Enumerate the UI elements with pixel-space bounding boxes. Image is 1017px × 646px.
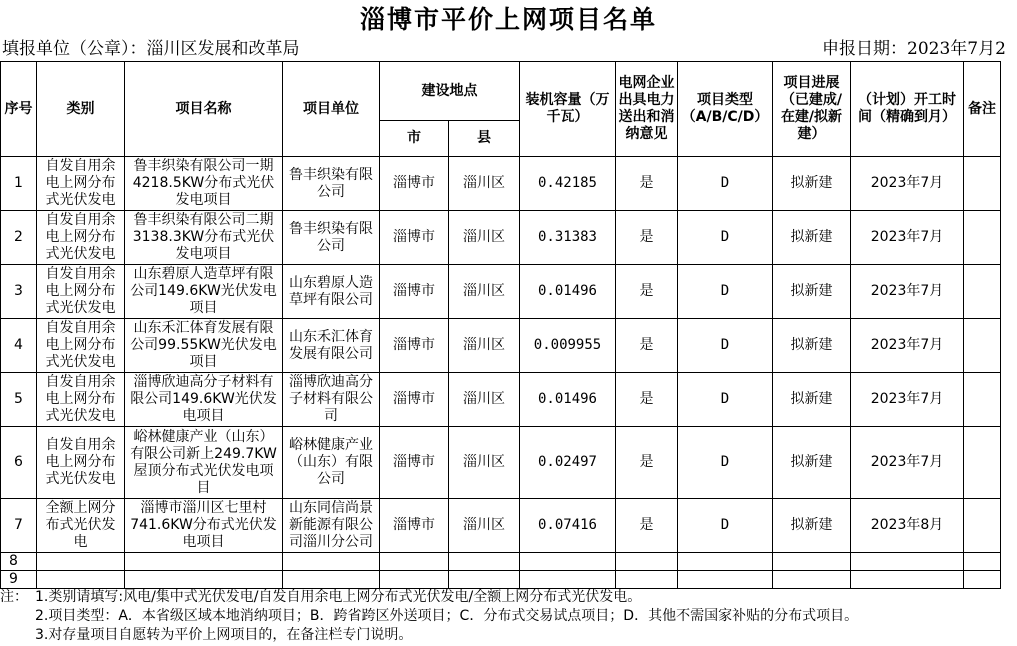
table-cell-seq: 6 [1,427,37,499]
table-cell-grid-opinion: 是 [616,427,678,499]
table-cell-empty [851,571,964,589]
table-cell-project-name: 鲁丰织染有限公司二期3138.3KW分布式光伏发电项目 [125,211,283,265]
table-cell-start-time: 2023年7月 [851,373,964,427]
table-cell-empty [125,571,283,589]
table-cell-start-time: 2023年7月 [851,427,964,499]
table-cell-progress: 拟新建 [773,427,851,499]
table-cell-county: 淄川区 [449,265,520,319]
table-cell-empty [283,571,380,589]
notes-prefix: 注： [0,589,28,605]
table-cell-empty [851,553,964,571]
table-cell-seq: 1 [1,157,37,211]
table-cell-project-name: 山东禾汇体育发展有限公司99.55KW光伏发电项目 [125,319,283,373]
table-cell-progress: 拟新建 [773,157,851,211]
table-cell-seq: 7 [1,499,37,553]
table-row [1,319,1001,373]
table-cell-empty [616,553,678,571]
table-cell-empty [380,571,449,589]
header-remark: 备注 [964,62,1001,157]
table-cell-capacity: 0.42185 [520,157,616,211]
table-cell-county: 淄川区 [449,211,520,265]
table-cell-seq: 3 [1,265,37,319]
table-cell-city: 淄博市 [380,319,449,373]
table-cell-capacity: 0.07416 [520,499,616,553]
table-cell-seq: 5 [1,373,37,427]
table-cell-empty [520,553,616,571]
table-cell-empty [37,571,125,589]
table-cell-grid-opinion: 是 [616,319,678,373]
table-row [1,265,1001,319]
header-county: 县 [449,121,520,157]
table-cell-category: 自发自用余电上网分布式光伏发电 [37,427,125,499]
table-cell-city: 淄博市 [380,373,449,427]
table-cell-project-unit: 山东同信尚景新能源有限公司淄川分公司 [283,499,380,553]
note-item: 3.对存量项目自愿转为平价上网项目的，在备注栏专门说明。 [35,627,413,643]
table-cell-capacity: 0.009955 [520,319,616,373]
table-row [1,373,1001,427]
table-cell-empty [380,553,449,571]
table-cell-start-time: 2023年8月 [851,499,964,553]
table-cell-empty [964,571,1001,589]
table-cell-empty [125,553,283,571]
table-cell-start-time: 2023年7月 [851,211,964,265]
header-grid-opinion: 电网企业出具电力送出和消纳意见 [616,62,678,157]
table-cell-capacity: 0.01496 [520,373,616,427]
table-cell-project-unit: 鲁丰织染有限公司 [283,157,380,211]
table-cell-project-unit: 山东碧原人造草坪有限公司 [283,265,380,319]
table-row [1,211,1001,265]
table-cell-empty [964,553,1001,571]
table-cell-category: 自发自用余电上网分布式光伏发电 [37,319,125,373]
table-cell-empty [283,553,380,571]
table-cell-county: 淄川区 [449,499,520,553]
table-cell-grid-opinion: 是 [616,499,678,553]
header-location: 建设地点 [380,62,520,121]
table-cell-project-name: 淄博欣迪高分子材料有限公司149.6KW光伏发电项目 [125,373,283,427]
table-cell-progress: 拟新建 [773,265,851,319]
table-cell-county: 淄川区 [449,319,520,373]
table-cell-remark [964,499,1001,553]
table-cell-category: 自发自用余电上网分布式光伏发电 [37,211,125,265]
header-project-unit: 项目单位 [283,62,380,157]
table-row-empty [1,553,1001,571]
header-category: 类别 [37,62,125,157]
project-table [0,61,1001,589]
table-cell-start-time: 2023年7月 [851,319,964,373]
table-cell-project-name: 淄博市淄川区七里村741.6KW分布式光伏发电项目 [125,499,283,553]
table-cell-project-type: D [678,265,773,319]
notes [0,588,1017,645]
table-cell-empty [449,571,520,589]
table-cell-city: 淄博市 [380,265,449,319]
table-cell-capacity: 0.01496 [520,265,616,319]
report-date-label: 申报日期：2023年7月2 [822,39,1006,59]
table-cell-category: 自发自用余电上网分布式光伏发电 [37,373,125,427]
table-cell-category: 自发自用余电上网分布式光伏发电 [37,265,125,319]
table-row-empty [1,571,1001,589]
table-cell-remark [964,211,1001,265]
header-start-time: （计划）开工时间（精确到月） [851,62,964,157]
table-cell-project-unit: 淄博欣迪高分子材料有限公司 [283,373,380,427]
header-project-type: 项目类型（A/B/C/D） [678,62,773,157]
table-cell-remark [964,265,1001,319]
table-row [1,427,1001,499]
table-cell-remark [964,427,1001,499]
table-cell-start-time: 2023年7月 [851,157,964,211]
header-capacity: 装机容量（万千瓦） [520,62,616,157]
table-cell-grid-opinion: 是 [616,157,678,211]
table-cell-grid-opinion: 是 [616,265,678,319]
table-cell-city: 淄博市 [380,427,449,499]
table-cell-start-time: 2023年7月 [851,265,964,319]
table-cell-empty [773,571,851,589]
table-cell-empty [449,553,520,571]
table-cell-empty [678,571,773,589]
table-cell-seq: 8 [1,553,37,571]
header-city: 市 [380,121,449,157]
table-cell-city: 淄博市 [380,157,449,211]
table-cell-project-type: D [678,211,773,265]
table-cell-project-unit: 山东禾汇体育发展有限公司 [283,319,380,373]
table-cell-county: 淄川区 [449,373,520,427]
table-cell-progress: 拟新建 [773,499,851,553]
table-cell-city: 淄博市 [380,499,449,553]
table-cell-capacity: 0.31383 [520,211,616,265]
table-cell-remark [964,319,1001,373]
table-cell-empty [616,571,678,589]
table-cell-grid-opinion: 是 [616,373,678,427]
table-cell-project-type: D [678,427,773,499]
note-item: 1.类别请填写:风电/集中式光伏发电/自发自用余电上网分布式光伏发电/全额上网分布式光伏发电。 [35,589,642,605]
table-cell-county: 淄川区 [449,157,520,211]
table-cell-project-name: 山东碧原人造草坪有限公司149.6KW光伏发电项目 [125,265,283,319]
filler-unit-label: 填报单位（公章）：淄川区发展和改革局 [2,39,300,59]
table-cell-grid-opinion: 是 [616,211,678,265]
table-cell-empty [520,571,616,589]
table-cell-category: 自发自用余电上网分布式光伏发电 [37,157,125,211]
table-row [1,157,1001,211]
table-cell-project-name: 峪林健康产业（山东）有限公司新上249.7KW屋顶分布式光伏发电项目 [125,427,283,499]
header-progress: 项目进展（已建成/在建/拟新建） [773,62,851,157]
table-cell-empty [678,553,773,571]
page-title: 淄博市平价上网项目名单 [359,5,657,34]
table-cell-progress: 拟新建 [773,211,851,265]
table-cell-project-type: D [678,157,773,211]
table-cell-progress: 拟新建 [773,319,851,373]
table-cell-city: 淄博市 [380,211,449,265]
table-cell-capacity: 0.02497 [520,427,616,499]
table-cell-project-unit: 峪林健康产业（山东）有限公司 [283,427,380,499]
table-cell-county: 淄川区 [449,427,520,499]
table-cell-remark [964,373,1001,427]
table-cell-project-name: 鲁丰织染有限公司一期4218.5KW分布式光伏发电项目 [125,157,283,211]
note-item: 2.项目类型：A．本省级区域本地消纳项目；B．跨省跨区外送项目；C．分布式交易试点项目；D．其他不需国家补贴的分布式项目。 [35,608,859,624]
table-cell-category: 全额上网分布式光伏发电 [37,499,125,553]
table-row [1,499,1001,553]
table-cell-seq: 4 [1,319,37,373]
table-cell-project-type: D [678,373,773,427]
header-seq: 序号 [1,62,37,157]
table-cell-project-type: D [678,319,773,373]
table-cell-seq: 2 [1,211,37,265]
table-cell-project-type: D [678,499,773,553]
table-cell-project-unit: 鲁丰织染有限公司 [283,211,380,265]
table-cell-empty [37,553,125,571]
table-cell-progress: 拟新建 [773,373,851,427]
table-cell-remark [964,157,1001,211]
table-cell-seq: 9 [1,571,37,589]
header-project-name: 项目名称 [125,62,283,157]
table-cell-empty [773,553,851,571]
